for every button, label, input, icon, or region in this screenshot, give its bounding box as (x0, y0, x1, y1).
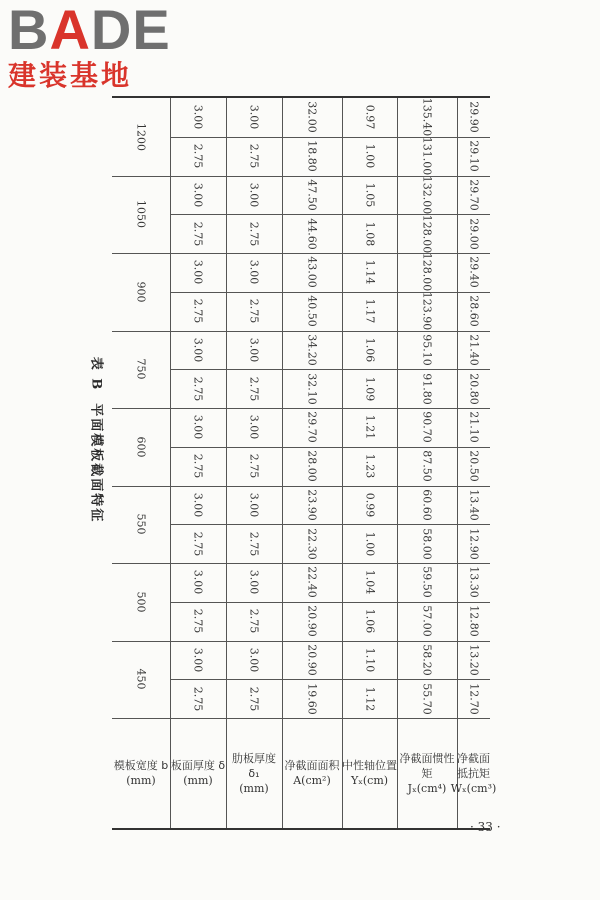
logo-wordmark (8, 0, 178, 61)
neutral-axis-value: 1.23 (363, 453, 376, 479)
section-modulus-value: 29.70 (467, 179, 480, 211)
rib-thickness-value: 3.00 (247, 337, 261, 363)
plate-thickness-value: 2.75 (191, 453, 205, 479)
net-area-value: 44.60 (305, 217, 319, 250)
plate-thickness-value: 3.00 (191, 260, 205, 285)
rib-thickness-value: 3.00 (247, 570, 261, 595)
rib-thickness-value: 2.75 (247, 531, 261, 556)
row-header (170, 720, 226, 826)
section-modulus-value: 13.30 (467, 566, 480, 599)
width-value: 500 (134, 591, 148, 613)
plate-thickness-value: 2.75 (191, 143, 205, 169)
moment-of-inertia-value: 60.60 (420, 489, 434, 521)
row-header-title: 肋板厚度 δ₁ (232, 751, 276, 780)
rib-thickness-value: 2.75 (247, 686, 261, 711)
row-header-title: 板面厚度 δ (170, 759, 226, 772)
section-modulus-value: 12.70 (467, 682, 480, 715)
moment-of-inertia-value: 90.70 (420, 411, 434, 444)
moment-of-inertia-value: 132.00 (420, 175, 434, 215)
grid-line-h-major (112, 408, 490, 409)
moment-of-inertia-value: 128.00 (420, 253, 434, 292)
section-modulus-value: 29.00 (467, 217, 480, 250)
net-area-value: 20.90 (305, 605, 319, 637)
grid-line-h-minor (170, 524, 490, 525)
row-header-title: 净截面面积 (284, 759, 340, 772)
neutral-axis-value: 0.99 (363, 492, 376, 518)
width-value: 1050 (134, 200, 148, 229)
plate-thickness-value: 3.00 (191, 337, 205, 363)
neutral-axis-value: 1.17 (363, 298, 376, 324)
section-modulus-value: 29.90 (467, 101, 480, 134)
net-area-value: 22.40 (305, 566, 319, 599)
plate-thickness-value: 2.75 (191, 531, 205, 556)
page-number: · 33 · (470, 820, 501, 834)
grid-line-h-minor (170, 137, 490, 138)
row-header-unit: (mm) (239, 781, 269, 795)
neutral-axis-value: 1.10 (363, 647, 376, 673)
logo-letter-b: B (8, 0, 50, 61)
row-header-title: 中性轴位置 (342, 759, 397, 772)
row-header (112, 720, 170, 826)
neutral-axis-value: 1.05 (363, 182, 376, 208)
section-modulus-value: 12.80 (467, 605, 480, 637)
section-modulus-value: 29.40 (467, 256, 480, 289)
neutral-axis-value: 1.00 (363, 143, 376, 169)
width-value: 750 (134, 358, 148, 380)
moment-of-inertia-value: 87.50 (420, 450, 434, 482)
grid-line-h-minor (170, 369, 490, 370)
plate-thickness-value: 3.00 (191, 492, 205, 518)
moment-of-inertia-value: 135.40 (420, 98, 434, 137)
table-title-caption: 平面模板截面特征 (88, 403, 104, 524)
moment-of-inertia-value: 95.10 (420, 334, 434, 366)
moment-of-inertia-value: 123.90 (420, 291, 434, 331)
rib-thickness-value: 3.00 (247, 182, 261, 208)
neutral-axis-value: 1.06 (363, 337, 376, 363)
width-value: 550 (134, 513, 148, 535)
rib-thickness-value: 3.00 (247, 492, 261, 518)
grid-line-h-major (112, 641, 490, 642)
section-modulus-value: 21.10 (467, 411, 480, 444)
plate-thickness-value: 3.00 (191, 415, 205, 440)
net-area-value: 32.10 (305, 372, 319, 405)
plate-thickness-value: 3.00 (191, 570, 205, 595)
rib-thickness-value: 2.75 (247, 221, 261, 246)
section-modulus-value: 29.10 (467, 140, 480, 172)
neutral-axis-value: 1.21 (363, 415, 376, 440)
rib-thickness-value: 2.75 (247, 608, 261, 634)
neutral-axis-value: 1.04 (363, 570, 376, 595)
net-area-value: 18.80 (305, 140, 319, 172)
net-area-value: 22.30 (305, 527, 319, 560)
moment-of-inertia-value: 58.00 (420, 527, 434, 560)
net-area-value: 29.70 (305, 411, 319, 444)
logo-subtitle: 建装基地 (8, 59, 133, 92)
row-header-unit: (mm) (126, 774, 156, 787)
section-modulus-value: 28.60 (467, 295, 480, 327)
row-header (342, 720, 397, 826)
row-header-unit: (mm) (183, 774, 213, 787)
net-area-value: 40.50 (305, 295, 319, 327)
net-area-value: 43.00 (305, 256, 319, 289)
rib-thickness-value: 2.75 (247, 376, 261, 401)
width-value: 1200 (134, 122, 148, 151)
plate-thickness-value: 2.75 (191, 376, 205, 401)
section-modulus-value: 20.80 (467, 372, 480, 405)
section-modulus-value: 12.90 (467, 527, 480, 560)
width-value: 900 (134, 281, 148, 303)
rib-thickness-value: 2.75 (247, 298, 261, 324)
section-modulus-value: 13.20 (467, 644, 480, 676)
section-modulus-value: 13.40 (467, 489, 480, 521)
neutral-axis-value: 1.12 (363, 686, 376, 711)
logo-letter-a: A (49, 0, 91, 61)
neutral-axis-value: 1.06 (363, 608, 376, 634)
moment-of-inertia-value: 59.50 (420, 566, 434, 599)
row-header-unit: Wₓ(cm³) (450, 781, 497, 795)
grid-line-h-minor (170, 679, 490, 680)
neutral-axis-value: 1.08 (363, 221, 376, 246)
section-modulus-value: 20.50 (467, 450, 480, 482)
moment-of-inertia-value: 131.00 (420, 136, 434, 176)
row-header (282, 720, 342, 826)
rib-thickness-value: 3.00 (247, 415, 261, 440)
plate-thickness-value: 2.75 (191, 298, 205, 324)
net-area-value: 23.90 (305, 489, 319, 521)
moment-of-inertia-value: 91.80 (420, 372, 434, 405)
grid-line-h-minor (170, 447, 490, 448)
rib-thickness-value: 2.75 (247, 453, 261, 479)
table-title-text (89, 357, 108, 524)
net-area-value: 34.20 (305, 334, 319, 366)
neutral-axis-value: 1.14 (363, 260, 376, 285)
grid-line-h-minor (170, 214, 490, 215)
net-area-value: 32.00 (305, 101, 319, 134)
row-header-unit: Jₓ(cm⁴) (407, 781, 447, 795)
plate-thickness-value: 2.75 (191, 608, 205, 634)
grid-line-h-minor (170, 292, 490, 293)
neutral-axis-value: 0.97 (363, 105, 376, 130)
plate-thickness-value: 3.00 (191, 182, 205, 208)
rib-thickness-value: 3.00 (247, 647, 261, 673)
net-area-value: 19.60 (305, 682, 319, 715)
net-area-value: 28.00 (305, 450, 319, 482)
bade-logo (8, 0, 178, 96)
logo-letters-de: DE (90, 0, 171, 61)
grid-line-h-major (112, 331, 490, 332)
net-area-value: 20.90 (305, 644, 319, 676)
row-header-unit: A(cm²) (293, 774, 331, 787)
neutral-axis-value: 1.09 (363, 376, 376, 401)
row-header (226, 720, 282, 826)
moment-of-inertia-value: 55.70 (420, 682, 434, 715)
row-header-title: 净截面惯性矩 (399, 751, 455, 780)
rib-thickness-value: 3.00 (247, 260, 261, 285)
section-modulus-value: 21.40 (467, 334, 480, 366)
row-header (450, 720, 497, 826)
moment-of-inertia-value: 58.20 (420, 644, 434, 676)
row-header-unit: Yₓ(cm) (350, 774, 389, 787)
grid-line-h-major (112, 486, 490, 487)
row-header-title: 模板宽度 b (113, 759, 169, 772)
width-value: 450 (134, 668, 148, 690)
section-properties-table (112, 96, 497, 830)
row-header (397, 720, 457, 826)
plate-thickness-value: 3.00 (191, 647, 205, 673)
table-title-label: 表 B (88, 356, 104, 392)
plate-thickness-value: 2.75 (191, 686, 205, 711)
grid-line-h-major (112, 563, 490, 564)
row-header-title: 净截面抵抗矩 (457, 751, 490, 780)
net-area-value: 47.50 (305, 179, 319, 211)
grid-line-h-header (112, 718, 490, 719)
rib-thickness-value: 3.00 (247, 105, 261, 130)
width-value: 600 (134, 436, 148, 458)
moment-of-inertia-value: 57.00 (420, 605, 434, 637)
plate-thickness-value: 2.75 (191, 221, 205, 246)
moment-of-inertia-value: 128.00 (420, 214, 434, 253)
rib-thickness-value: 2.75 (247, 143, 261, 169)
grid-line-h-minor (170, 602, 490, 603)
plate-thickness-value: 3.00 (191, 105, 205, 130)
neutral-axis-value: 1.00 (363, 531, 376, 556)
